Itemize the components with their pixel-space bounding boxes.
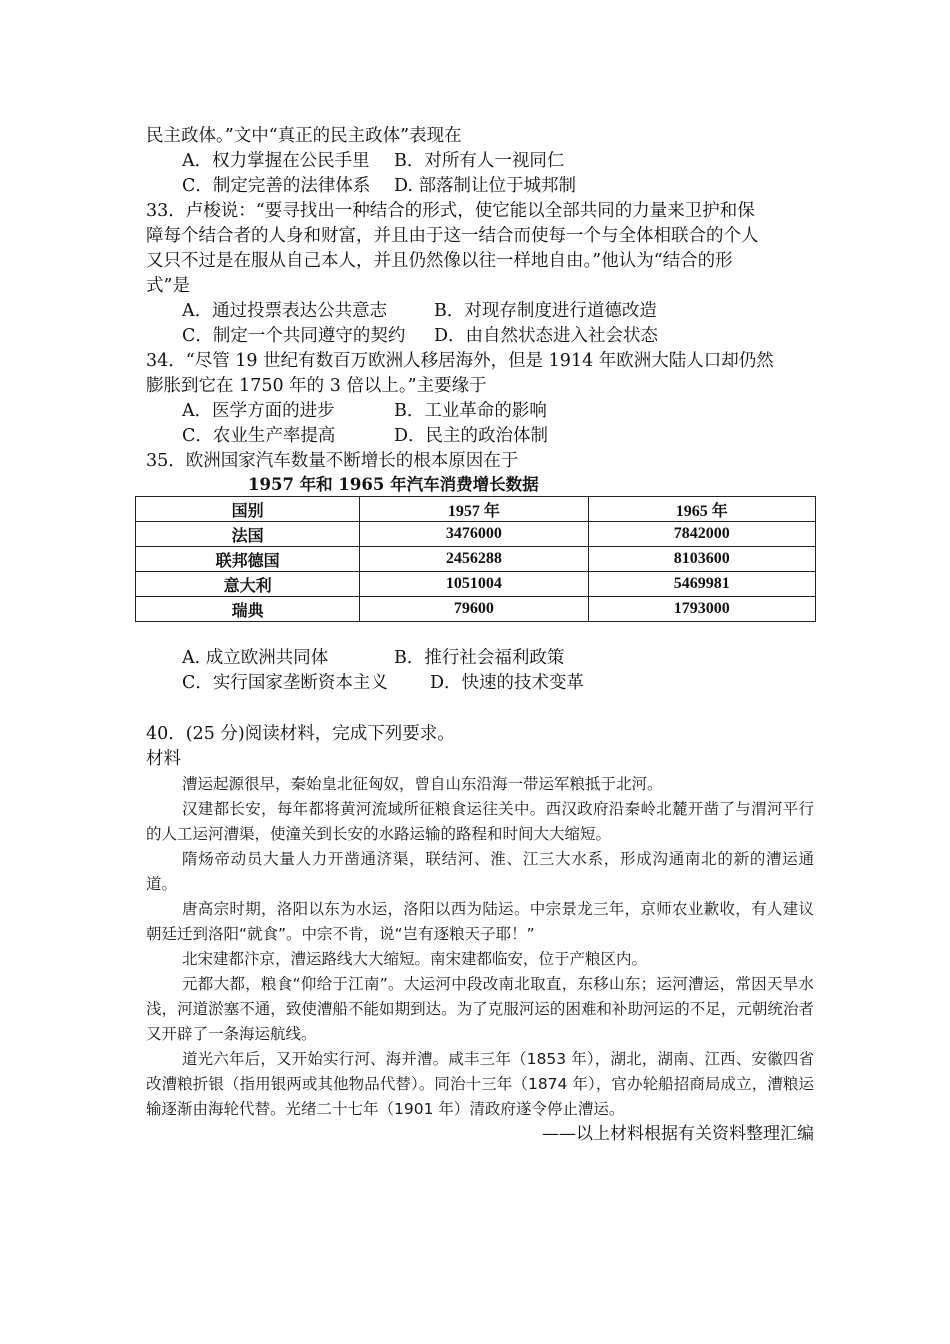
q34-option-d: D．民主的政治体制 [394, 426, 549, 446]
q34-option-a: A．医学方面的进步 [182, 401, 335, 421]
material-paragraph: 北宋建都汴京，漕运路线大大缩短。南宋建都临安，位于产粮区内。 [182, 950, 648, 968]
q33-options-row2 [146, 324, 814, 349]
table-cell-country: 瑞典 [136, 597, 360, 622]
table-cell-1965: 7842000 [588, 522, 815, 547]
material-paragraph: 漕运起源很早，秦始皇北征匈奴，曾自山东沿海一带运军粮抵于北河。 [182, 775, 663, 793]
table-title: 1957 年和 1965 年汽车消费增长数据 [248, 475, 539, 494]
q33-option-a: A．通过投票表达公共意志 [182, 301, 388, 321]
material-source: ——以上材料根据有关资料整理汇编 [542, 1124, 814, 1144]
q33-stem-line: 33．卢梭说：“要寻找出一种结合的形式，使它能以全部共同的力量来卫护和保 [146, 201, 755, 221]
table-cell-country: 意大利 [136, 572, 360, 597]
q32-stem: 民主政体。”文中“真正的民主政体”表现在 [146, 126, 462, 146]
q32-option-b: B．对所有人一视同仁 [394, 151, 565, 171]
q32-options-row2 [146, 174, 814, 199]
q35-option-a: A. 成立欧洲共同体 [182, 648, 329, 668]
q35-options-row1 [146, 646, 814, 671]
q35-stem: 35．欧洲国家汽车数量不断增长的根本原因在于 [146, 451, 519, 471]
q32-option-a: A．权力掌握在公民手里 [182, 151, 370, 171]
q34-stem-line: 膨胀到它在 1750 年的 3 倍以上。”主要缘于 [146, 376, 487, 396]
q34-options-row2 [146, 424, 814, 449]
table-cell-1965: 5469981 [588, 572, 815, 597]
table-cell-1957: 79600 [360, 597, 588, 622]
q32-options-row1 [146, 149, 814, 174]
table-header-row [136, 497, 816, 522]
q33-option-b: B．对现存制度进行道德改造 [434, 301, 657, 321]
q34-options-row1 [146, 399, 814, 424]
q35-option-d: D．快速的技术变革 [430, 673, 585, 693]
material-paragraph: 道光六年后，又开始实行河、海并漕。咸丰三年（1853 年），湖北，湖南、江西、安徽四省改漕粮折银（指用银两或其他物品代替）。同治十三年（1874 年），官办轮船招商局成立，漕粮运输逐渐由海轮代替。光绪二十七年（1901 年）清政府遂令停止漕运。 [146, 1050, 814, 1118]
material-label: 材料 [146, 749, 181, 769]
table-cell-country: 法国 [136, 522, 360, 547]
table-cell-country: 联邦德国 [136, 547, 360, 572]
q33-option-d: D．由自然状态进入社会状态 [434, 326, 659, 346]
material-paragraph: 唐高宗时期，洛阳以东为水运，洛阳以西为陆运。中宗景龙三年，京师农业歉收，有人建议朝廷迁到洛阳“就食”。中宗不肯，说“岂有逐粮天子耶！” [146, 900, 814, 943]
q35-option-c: C．实行国家垄断资本主义 [182, 673, 388, 693]
material-paragraph: 汉建都长安，每年都将黄河流域所征粮食运往关中。西汉政府沿秦岭北麓开凿了与渭河平行的人工运河漕渠，使潼关到长安的水路运输的路程和时间大大缩短。 [146, 800, 814, 843]
table-row [136, 572, 816, 597]
q40-stem: 40．(25 分)阅读材料，完成下列要求。 [146, 724, 455, 744]
q34-stem-line: 34．“尽管 19 世纪有数百万欧洲人移居海外，但是 1914 年欧洲大陆人口却仍然 [146, 351, 774, 371]
table-row [136, 547, 816, 572]
material-paragraph: 元都大都，粮食“仰给于江南”。大运河中段改南北取直，东移山东；运河漕运，常因天旱水浅，河道淤塞不通，致使漕船不能如期到达。为了克服河运的困难和补助河运的不足，元朝统治者又开辟了一条海运航线。 [146, 975, 814, 1043]
q33-options-row1 [146, 299, 814, 324]
table-header-cell: 国别 [136, 497, 360, 522]
q35-options-row2 [146, 671, 814, 696]
exam-page [146, 124, 814, 1147]
table-cell-1957: 2456288 [360, 547, 588, 572]
q34-option-b: B．工业革命的影响 [394, 401, 547, 421]
table-header-cell: 1965 年 [588, 497, 815, 522]
material-paragraph: 隋炀帝动员大量人力开凿通济渠，联结河、淮、江三大水系，形成沟通南北的新的漕运通道。 [146, 850, 814, 893]
q33-stem-line: 式”是 [146, 276, 190, 296]
car-consumption-table [135, 496, 816, 622]
table-cell-1965: 1793000 [588, 597, 815, 622]
table-cell-1957: 1051004 [360, 572, 588, 597]
q32-option-c: C．制定完善的法律体系 [182, 176, 371, 196]
q33-stem-line: 障每个结合者的人身和财富，并且由于这一结合而使每一个与全体相联合的个人 [146, 226, 759, 246]
table-row [136, 522, 816, 547]
table-cell-1957: 3476000 [360, 522, 588, 547]
q33-stem-line: 又只不过是在服从自己本人，并且仍然像以往一样地自由。”他认为“结合的形 [146, 251, 733, 271]
table-cell-1965: 8103600 [588, 547, 815, 572]
material-body [146, 772, 814, 1122]
table-row [136, 597, 816, 622]
q32-option-d: D. 部落制让位于城邦制 [394, 176, 577, 196]
table-header-cell: 1957 年 [360, 497, 588, 522]
q34-option-c: C．农业生产率提高 [182, 426, 336, 446]
q35-option-b: B．推行社会福利政策 [394, 648, 565, 668]
q33-option-c: C．制定一个共同遵守的契约 [182, 326, 406, 346]
